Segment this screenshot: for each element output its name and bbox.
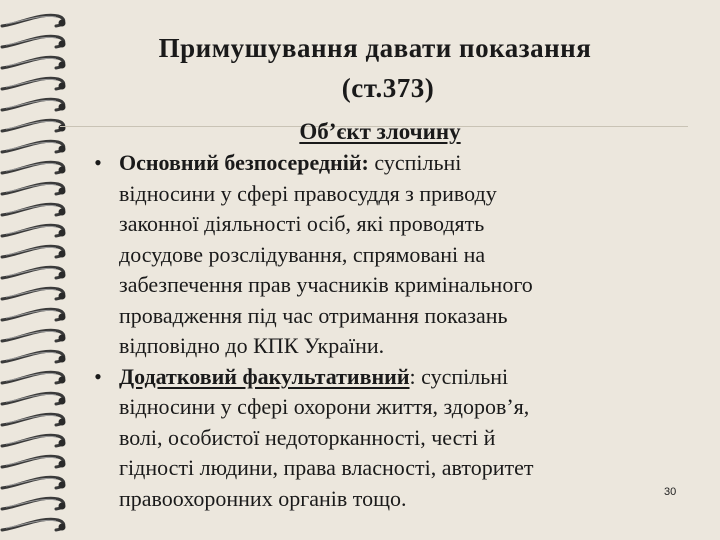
bullet-item-1 [88,148,648,362]
binding-ring [2,204,66,215]
title-line-2: (ст.373) [341,73,435,103]
bullet-line: провадження під час отримання показань [119,302,508,328]
bullet-marker: • [94,150,102,175]
binding-ring [2,57,66,68]
binding-ring [2,183,66,194]
binding-ring [2,519,66,530]
binding-ring [2,267,66,278]
bullet-line: забезпечення прав учасників кримінального [119,272,533,297]
binding-ring [2,330,66,341]
binding-ring [2,477,66,488]
binding-ring [2,393,66,404]
bullet-line: : суспільні [409,363,509,389]
binding-ring [2,456,66,467]
bullet-line: суспільні [368,150,462,175]
binding-ring [2,15,66,26]
bullet-line: гідності людини, права власності, авторитет [119,455,534,480]
subtitle [180,117,580,147]
bullet-marker: • [94,363,102,389]
subtitle-text: Об’єкт злочину [299,119,461,144]
spiral-binding [0,0,80,540]
bullet-item-2 [88,362,648,515]
binding-ring [2,141,66,152]
bullet-line: законної діяльності осіб, які проводять [119,211,485,236]
title-line-1: Примушування давати показання [158,33,592,63]
bullet-line: відповідно до КПК України. [119,333,385,358]
binding-ring [2,246,66,257]
slide-title [90,28,660,108]
bullet-line: досудове розслідування, спрямовані на [119,241,486,267]
bullet-line: правоохоронних органів тощо. [119,485,407,511]
binding-ring [2,162,66,173]
binding-ring [2,78,66,89]
binding-ring [2,99,66,110]
binding-ring [2,372,66,383]
binding-ring [2,435,66,446]
bullet-list [88,148,648,514]
bullet-line: волі, особистої недоторканності, честі й [119,424,496,450]
binding-ring [2,36,66,47]
bullet-line: відносини у сфері охорони життя, здоров’я, [119,394,530,419]
binding-ring [2,414,66,425]
bullet-lead: Додатковий факультативний [119,363,410,389]
binding-ring [2,309,66,320]
binding-ring [2,225,66,236]
binding-ring [2,498,66,509]
binding-ring [2,288,66,299]
bullet-lead: Основний безпосередній: [119,150,369,175]
bullet-line: відносини у сфері правосуддя з приводу [119,180,497,206]
page-number: 30 [664,486,677,498]
binding-ring [2,351,66,362]
binding-ring [2,120,66,131]
